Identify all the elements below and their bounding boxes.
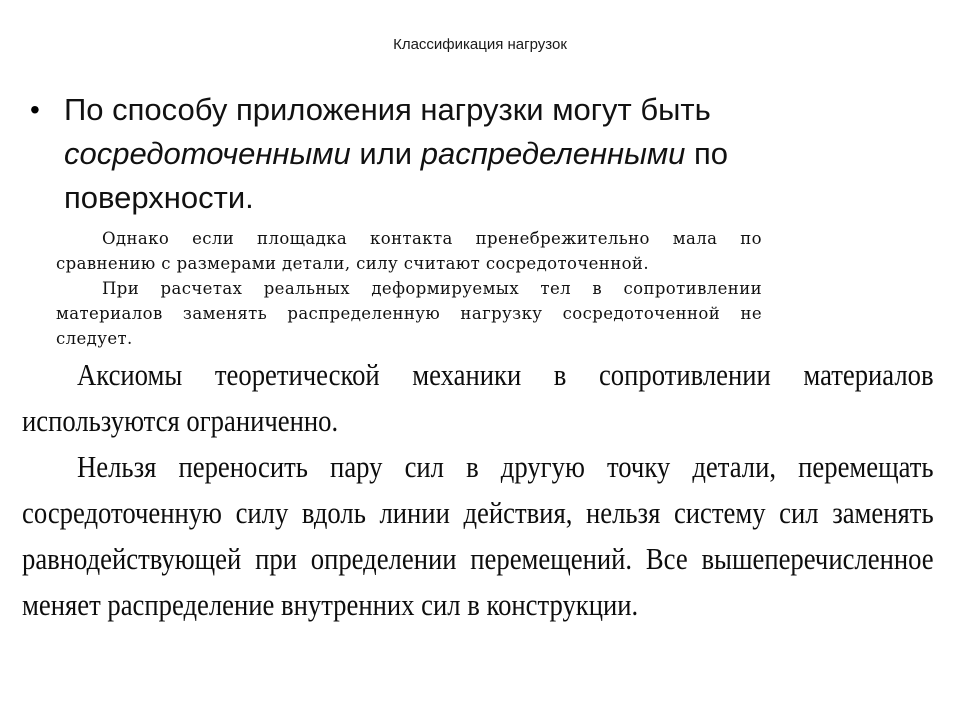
excerpt-large-paragraph-1: Аксиомы теоретической механики в сопротивлении материалов используются ограниченно.	[22, 357, 934, 438]
bullet-connector: или	[350, 136, 421, 171]
excerpt-small-paragraph-2: При расчетах реальных деформируемых тел в сопротивлении материалов заменять распределенную нагрузку сосредоточенной не следует.	[56, 279, 762, 348]
term-distributed: распределенными	[420, 136, 686, 171]
bullet-text-end: по поверхности.	[64, 136, 729, 215]
excerpt-small-paragraph-1: Однако если площадка контакта пренебрежительно мала по сравнению с размерами детали, силу считают сосредоточенной.	[56, 229, 762, 273]
bullet-item	[30, 88, 910, 220]
bullet-text-start: По способу приложения нагрузки могут быть	[64, 92, 711, 127]
scanned-excerpt-large	[22, 352, 934, 628]
excerpt-large-paragraph-2: Нельзя переносить пару сил в другую точку детали, перемещать сосредоточенную силу вдоль линии действия, нельзя систему сил заменять равнодействующей при определении перемещений. Все вышеперечисленное меняет распределение внутренних сил в конструкции.	[22, 449, 934, 622]
scanned-excerpt-small	[56, 226, 762, 351]
bullet-marker: •	[30, 94, 40, 125]
bullet-text	[64, 88, 910, 220]
slide-title: Классификация нагрузок	[393, 36, 567, 53]
term-concentrated: сосредоточенными	[64, 136, 351, 171]
